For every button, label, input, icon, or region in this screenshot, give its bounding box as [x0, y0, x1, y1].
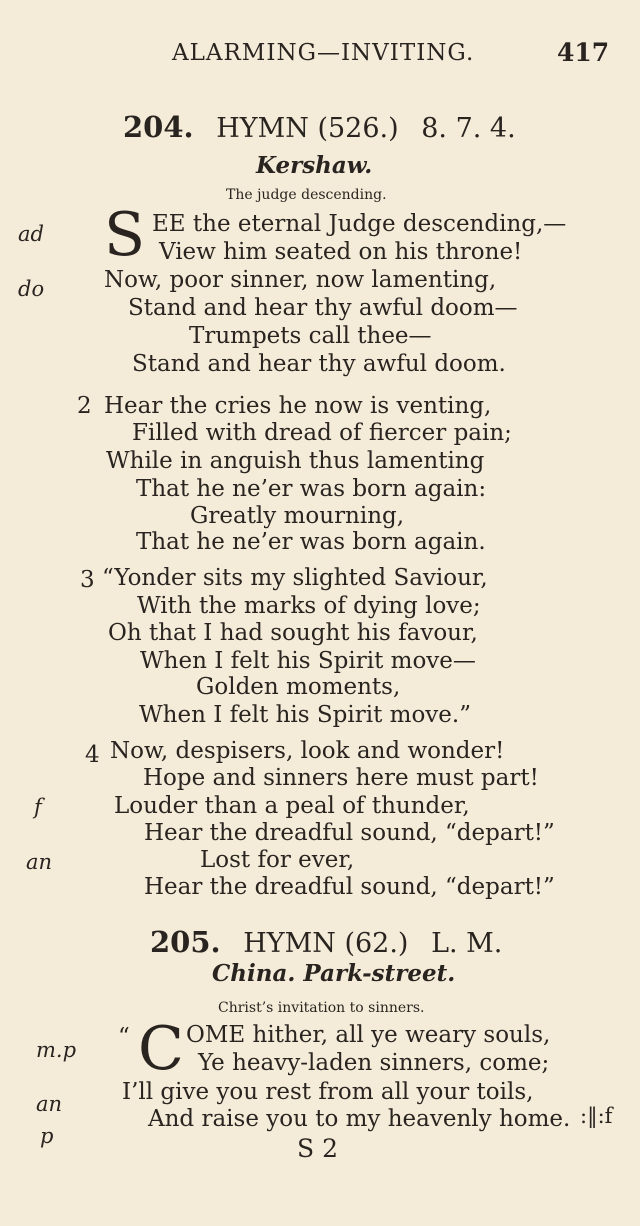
margin-mark-mp: m.p — [36, 1038, 77, 1062]
hymn-205-tune: China. Park-street. — [212, 960, 456, 987]
verse-line: I’ll give you rest from all your toils, — [122, 1079, 534, 1105]
running-title: ALARMING—INVITING. — [172, 40, 475, 66]
verse-line: While in anguish thus lamenting — [106, 448, 485, 474]
open-quote: “ — [118, 1024, 130, 1050]
repeat-mark: :‖:f — [580, 1104, 613, 1128]
verse-line: Now, poor sinner, now lamenting, — [104, 267, 497, 293]
hymn-label: HYMN (62.) — [243, 928, 409, 959]
margin-mark-f: f — [34, 795, 42, 819]
verse-line: When I felt his Spirit move.” — [139, 702, 471, 728]
verse-line: Ye heavy-laden sinners, come; — [198, 1050, 550, 1076]
page-number: 417 — [557, 38, 610, 67]
verse-line: Trumpets call thee— — [189, 323, 432, 349]
verse-line: Oh that I had sought his favour, — [108, 620, 478, 646]
hymn-meter: L. M. — [431, 928, 503, 959]
hymn-label: HYMN (526.) — [216, 113, 399, 144]
verse-line: Hear the dreadful sound, “depart!” — [144, 874, 555, 900]
verse-line: Golden moments, — [196, 674, 401, 700]
margin-mark-ad: ad — [18, 222, 44, 246]
verse-line: Filled with dread of fiercer pain; — [132, 420, 512, 446]
verse-line: And raise you to my heavenly home. — [148, 1106, 571, 1132]
verse-line: Hope and sinners here must part! — [143, 765, 539, 791]
hymn-205-heading — [150, 925, 502, 959]
hymn-204-subject: The judge descending. — [226, 187, 387, 203]
verse-line: Greatly mourning, — [190, 503, 405, 529]
margin-mark-an: an — [26, 850, 53, 874]
stanza-number: 3 — [80, 567, 95, 593]
margin-mark-do: do — [18, 277, 45, 301]
verse-line: That he ne’er was born again: — [136, 476, 487, 502]
hymn-204-tune: Kershaw. — [256, 152, 373, 179]
hymn-204-heading — [123, 110, 516, 144]
verse-line: “Yonder sits my slighted Saviour, — [102, 565, 488, 591]
verse-line: Lost for ever, — [200, 847, 355, 873]
stanza-number: 2 — [77, 393, 92, 419]
dropcap-c: C — [138, 1014, 184, 1084]
verse-line: View him seated on his throne! — [159, 239, 523, 265]
verse-line: OME hither, all ye weary souls, — [186, 1022, 551, 1048]
verse-line: Stand and hear thy awful doom. — [132, 351, 506, 377]
margin-mark-an: an — [36, 1092, 63, 1116]
verse-line: Now, despisers, look and wonder! — [110, 738, 505, 764]
dropcap-s: S — [104, 200, 146, 270]
verse-line: Hear the dreadful sound, “depart!” — [144, 820, 555, 846]
verse-line: EE the eternal Judge descending,— — [152, 211, 567, 237]
hymn-number: 204. — [123, 110, 194, 144]
signature-mark: S 2 — [297, 1134, 338, 1163]
hymn-205-subject: Christ’s invitation to sinners. — [218, 1000, 425, 1016]
verse-line: Stand and hear thy awful doom— — [128, 295, 518, 321]
verse-line: When I felt his Spirit move— — [140, 648, 476, 674]
verse-line: That he ne’er was born again. — [136, 529, 486, 555]
verse-line: Louder than a peal of thunder, — [114, 793, 470, 819]
hymn-meter: 8. 7. 4. — [421, 113, 516, 144]
hymn-number: 205. — [150, 925, 221, 959]
verse-line: Hear the cries he now is venting, — [104, 393, 492, 419]
margin-mark-p: p — [40, 1124, 54, 1148]
stanza-number: 4 — [85, 742, 100, 768]
verse-line: With the marks of dying love; — [137, 593, 481, 619]
